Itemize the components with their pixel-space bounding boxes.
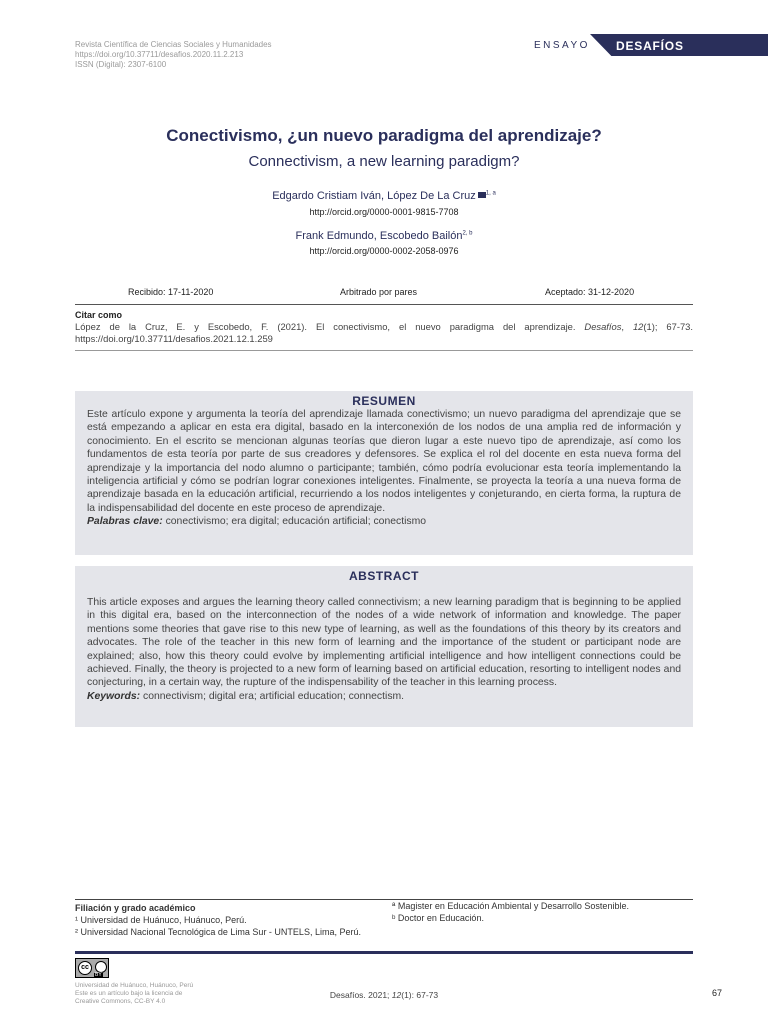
divider — [75, 350, 693, 351]
section-banner — [534, 34, 768, 56]
degree-list — [392, 900, 629, 924]
resumen-keywords-label: Palabras clave: — [87, 516, 163, 528]
footer-cite-part-1: Desafíos. 2021; — [329, 990, 392, 1000]
journal-issn: ISSN (Digital): 2307-6100 — [75, 60, 167, 69]
received-date: Recibido: 17-11-2020 — [128, 287, 214, 297]
resumen-text: Este artículo expone y argumenta la teoría del aprendizaje llamada conectivismo; un nuevo paradigma del aprendizaje que se está empezando a aplicar en esta era digital, basado en la interconexión de los nodos de una amplia red de información y conocimiento. En el escrito se mencionan algunas teorías que dieron lugar a este nuevo tipo de aprendizaje, así como los fundamentos de esta teoría por parte de sus creadores y defensores. Se explica el rol del docente en esta nueva forma del aprendizaje y la importancia del nodo alumno o participante; también, cómo podría evolucionar esta teoría implementando la inteligencia artificial y cómo se podrían lograr conexiones inteligentes. Finalmente, se proyecta la teoría a una nueva forma de aprendizaje basada en la educación artificial, recurriendo a los nodos inteligentes y conjeturando, en cierta forma, la ruptura de la indispensabilidad del docente en este proceso de aprendizaje. — [87, 409, 681, 514]
resumen-box — [75, 391, 693, 555]
citation-part-2: , — [621, 321, 633, 332]
resumen-keywords — [75, 515, 693, 528]
footer-bar — [75, 951, 693, 954]
license-line-2: Este es un artículo bajo la licencia de — [75, 990, 183, 997]
footer-cite-volume: 12 — [391, 990, 402, 1000]
section-label: ENSAYO — [534, 40, 590, 51]
abstract-keywords-label: Keywords: — [87, 690, 141, 702]
citation-part-1: López de la Cruz, E. y Escobedo, F. (2021). El conectivismo, el nuevo paradigma del aprendizaje. — [75, 321, 585, 332]
abstract-keywords — [75, 690, 693, 703]
resumen-keywords-text: conectivismo; era digital; educación artificial; conectismo — [162, 516, 427, 528]
abstract-title: ABSTRACT — [349, 569, 419, 583]
journal-fullname: Revista Científica de Ciencias Sociales y Humanidades — [75, 40, 272, 49]
author-1-orcid[interactable]: http://orcid.org/0000-0001-9815-7708 — [309, 207, 459, 217]
affiliation-1: ¹ Universidad de Huánuco, Huánuco, Perú. — [75, 915, 247, 925]
author-1-sup: 1, a — [485, 190, 496, 197]
degree-a: ª Magister en Educación Ambiental y Desarrollo Sostenible. — [392, 901, 629, 911]
citation-text — [75, 321, 693, 345]
license-line-3: Creative Commons, CC-BY 4.0 — [75, 998, 166, 1005]
affiliation-2: ² Universidad Nacional Tecnológica de Lima Sur - UNTELS, Lima, Perú. — [75, 927, 361, 937]
author-2-orcid[interactable]: http://orcid.org/0000-0002-2058-0976 — [309, 246, 459, 256]
abstract-keywords-text: connectivism; digital era; artificial education; connectism. — [140, 690, 405, 702]
abstract-box — [75, 566, 693, 727]
author-2-sup: 2, b — [462, 230, 473, 237]
author-2 — [0, 230, 768, 242]
abstract-text: This article exposes and argues the learning theory called connectivism; a new learning paradigm that is beginning to be applied in this digital era, based on the interconnection of the nodes of a wide network of information and knowledge. The paper mentions some theories that gave rise to this new type of learning, as well as the foundations of this theory by its creators and advocates. The role of the teacher in this new form of learning and the importance of the student or participant node are explained; also, how this theory could evolve by implementing artificial intelligence and how intelligent connections could be achieved. Finally, the theory is projected to a new form of learning based on artificial education, resorting to intelligent nodes and conjecturing, in a certain way, the rupture of the indispensability of the teacher in this learning process. — [87, 597, 681, 689]
journal-doi[interactable]: https://doi.org/10.37711/desafios.2020.11.2.213 — [75, 50, 244, 59]
accepted-date: Aceptado: 31-12-2020 — [545, 287, 635, 297]
author-1 — [0, 190, 768, 202]
footer-citation — [0, 990, 768, 1000]
cc-icon: cc — [78, 961, 92, 975]
page-number: 67 — [712, 988, 723, 998]
review-type: Arbitrado por pares — [340, 287, 418, 297]
title-english: Connectivism, a new learning paradigm? — [248, 153, 520, 170]
affiliation-heading: Filiación y grado académico — [75, 903, 196, 913]
citation-journal: Desafíos — [584, 321, 622, 332]
cc-by-license-icon[interactable] — [75, 958, 109, 978]
by-label: BY — [95, 972, 102, 978]
cite-heading: Citar como — [75, 310, 123, 320]
license-line-1: Universidad de Huánuco, Huánuco, Perú — [75, 982, 194, 989]
journal-name: DESAFÍOS — [616, 39, 684, 53]
citation-volume: 12 — [632, 321, 644, 332]
citation-part-3[interactable]: (1); 67-73. https://doi.org/10.37711/desafios.2021.12.1.259 — [75, 321, 693, 344]
mail-icon[interactable] — [478, 192, 486, 198]
author-1-name: Edgardo Cristiam Iván, López De La Cruz — [272, 190, 476, 202]
author-2-name: Frank Edmundo, Escobedo Bailón — [295, 230, 463, 242]
degree-b: ᵇ Doctor en Educación. — [392, 913, 484, 923]
resumen-title: RESUMEN — [352, 394, 416, 408]
title-spanish: Conectivismo, ¿un nuevo paradigma del aprendizaje? — [166, 126, 602, 145]
journal-meta — [75, 40, 272, 70]
divider — [75, 304, 693, 305]
affiliation-list — [75, 902, 361, 938]
footer-cite-part-2: (1): 67-73 — [401, 990, 439, 1000]
